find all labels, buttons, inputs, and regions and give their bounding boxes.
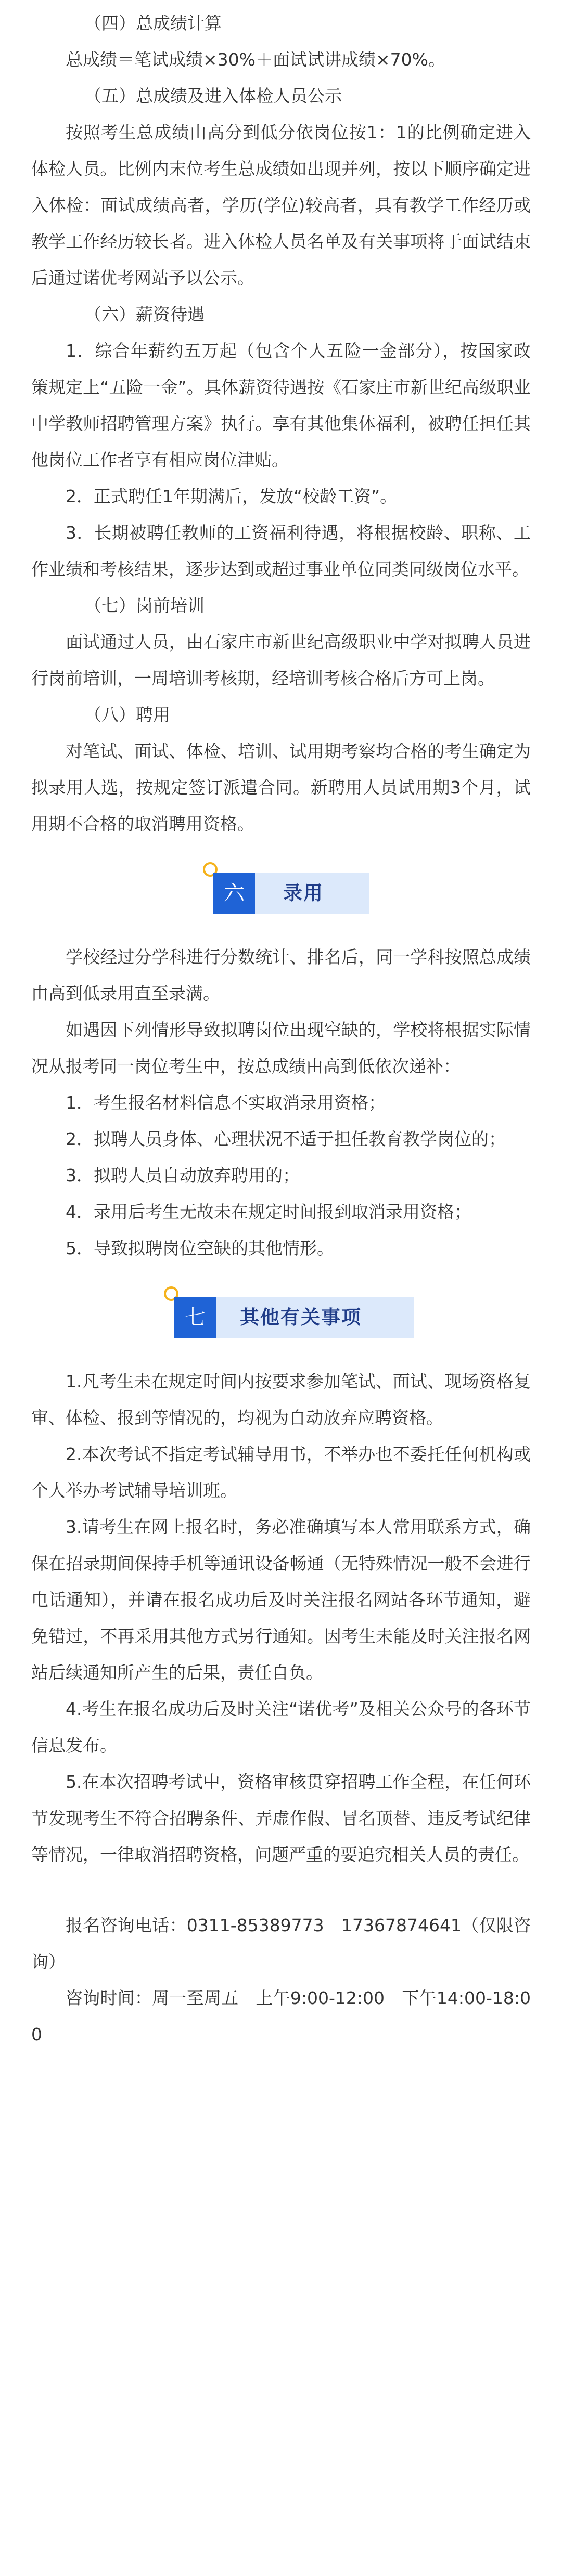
vacancy-item-1: 1．考生报名材料信息不实取消录用资格；	[66, 1092, 386, 1113]
section-heading-total-score: （四）总成绩计算	[84, 13, 222, 33]
section-heading-publicity: （五）总成绩及进入体检人员公示	[84, 86, 342, 106]
section-banner-other-matters	[31, 1286, 531, 1349]
publicity-paragraph: 按照考生总成绩由高分到低分依岗位按1：1的比例确定进入体检人员。比例内末位考生总成绩如出现并列，按以下顺序确定进入体检：面试成绩高者，学历(学位)较高者，具有教学工作经历或教学工作经历较长者。进入体检人员名单及有关事项将于面试结束后通过诺优考网站予以公示。	[31, 122, 531, 288]
hiring-paragraph-1: 学校经过分学科进行分数统计、排名后，同一学科按照总成绩由高到低录用直至录满。	[31, 947, 531, 1004]
section-heading-salary: （六）薪资待遇	[84, 304, 205, 324]
other-matter-2: 2.本次考试不指定考试辅导用书，不举办也不委托任何机构或个人举办考试辅导培训班。	[31, 1444, 531, 1501]
section-heading-training: （七）岗前培训	[84, 595, 205, 616]
section-banner-hiring	[31, 862, 531, 925]
section-heading-employment: （八）聘用	[84, 705, 170, 725]
training-paragraph: 面试通过人员，由石家庄市新世纪高级职业中学对拟聘人员进行岗前培训，一周培训考核期，经培训考核合格后方可上岗。	[31, 632, 531, 688]
banner-number: 六	[213, 873, 255, 914]
banner-title: 其他有关事项	[216, 1297, 414, 1338]
contact-phone: 报名咨询电话：0311-85389773 17367874641（仅限咨询）	[31, 1915, 531, 1972]
vacancy-item-4: 4．录用后考生无故未在规定时间报到取消录用资格；	[66, 1202, 471, 1222]
other-matter-3: 3.请考生在网上报名时，务必准确填写本人常用联系方式，确保在招录期间保持手机等通讯设备畅通（无特殊情况一般不会进行电话通知），并请在报名成功后及时关注报名网站各环节通知，避免错过，不再采用其他方式另行通知。因考生未能及时关注报名网站后续通知所产生的后果，责任自负。	[31, 1517, 531, 1683]
banner-title: 录用	[255, 873, 369, 914]
salary-item-2: 2．正式聘任1年期满后，发放“校龄工资”。	[66, 486, 398, 506]
vacancy-item-3: 3．拟聘人员自动放弃聘用的；	[66, 1165, 300, 1186]
contact-hours: 咨询时间：周一至周五 上午9:00-12:00 下午14:00-18:00	[31, 1988, 531, 2045]
other-matter-1: 1.凡考生未在规定时间内按要求参加笔试、面试、现场资格复审、体检、报到等情况的，均视为自动放弃应聘资格。	[31, 1371, 531, 1428]
hiring-paragraph-2: 如遇因下列情形导致拟聘岗位出现空缺的，学校将根据实际情况从报考同一岗位考生中，按总成绩由高到低依次递补：	[31, 1020, 531, 1076]
other-matter-4: 4.考生在报名成功后及时关注“诺优考”及相关公众号的各环节信息发布。	[31, 1699, 531, 1755]
total-score-formula: 总成绩＝笔试成绩×30%＋面试试讲成绩×70%。	[66, 49, 445, 70]
other-matter-5: 5.在本次招聘考试中，资格审核贯穿招聘工作全程，在任何环节发现考生不符合招聘条件、弄虚作假、冒名顶替、违反考试纪律等情况，一律取消招聘资格，问题严重的要追究相关人员的责任。	[31, 1772, 531, 1865]
salary-item-3: 3．长期被聘任教师的工资福利待遇，将根据校龄、职称、工作业绩和考核结果，逐步达到或超过事业单位同类同级岗位水平。	[31, 523, 531, 579]
vacancy-item-5: 5．导致拟聘岗位空缺的其他情形。	[66, 1238, 334, 1258]
salary-item-1: 1．综合年薪约五万起（包含个人五险一金部分），按国家政策规定上“五险一金”。具体薪资待遇按《石家庄市新世纪高级职业中学教师招聘管理方案》执行。享有其他集体福利，被聘任担任其他岗位工作者享有相应岗位津贴。	[31, 341, 531, 470]
banner-number: 七	[174, 1297, 216, 1338]
employment-paragraph: 对笔试、面试、体检、培训、试用期考察均合格的考生确定为拟录用人选，按规定签订派遣合同。新聘用人员试用期3个月，试用期不合格的取消聘用资格。	[31, 741, 531, 834]
vacancy-item-2: 2．拟聘人员身体、心理状况不适于担任教育教学岗位的；	[66, 1129, 506, 1149]
